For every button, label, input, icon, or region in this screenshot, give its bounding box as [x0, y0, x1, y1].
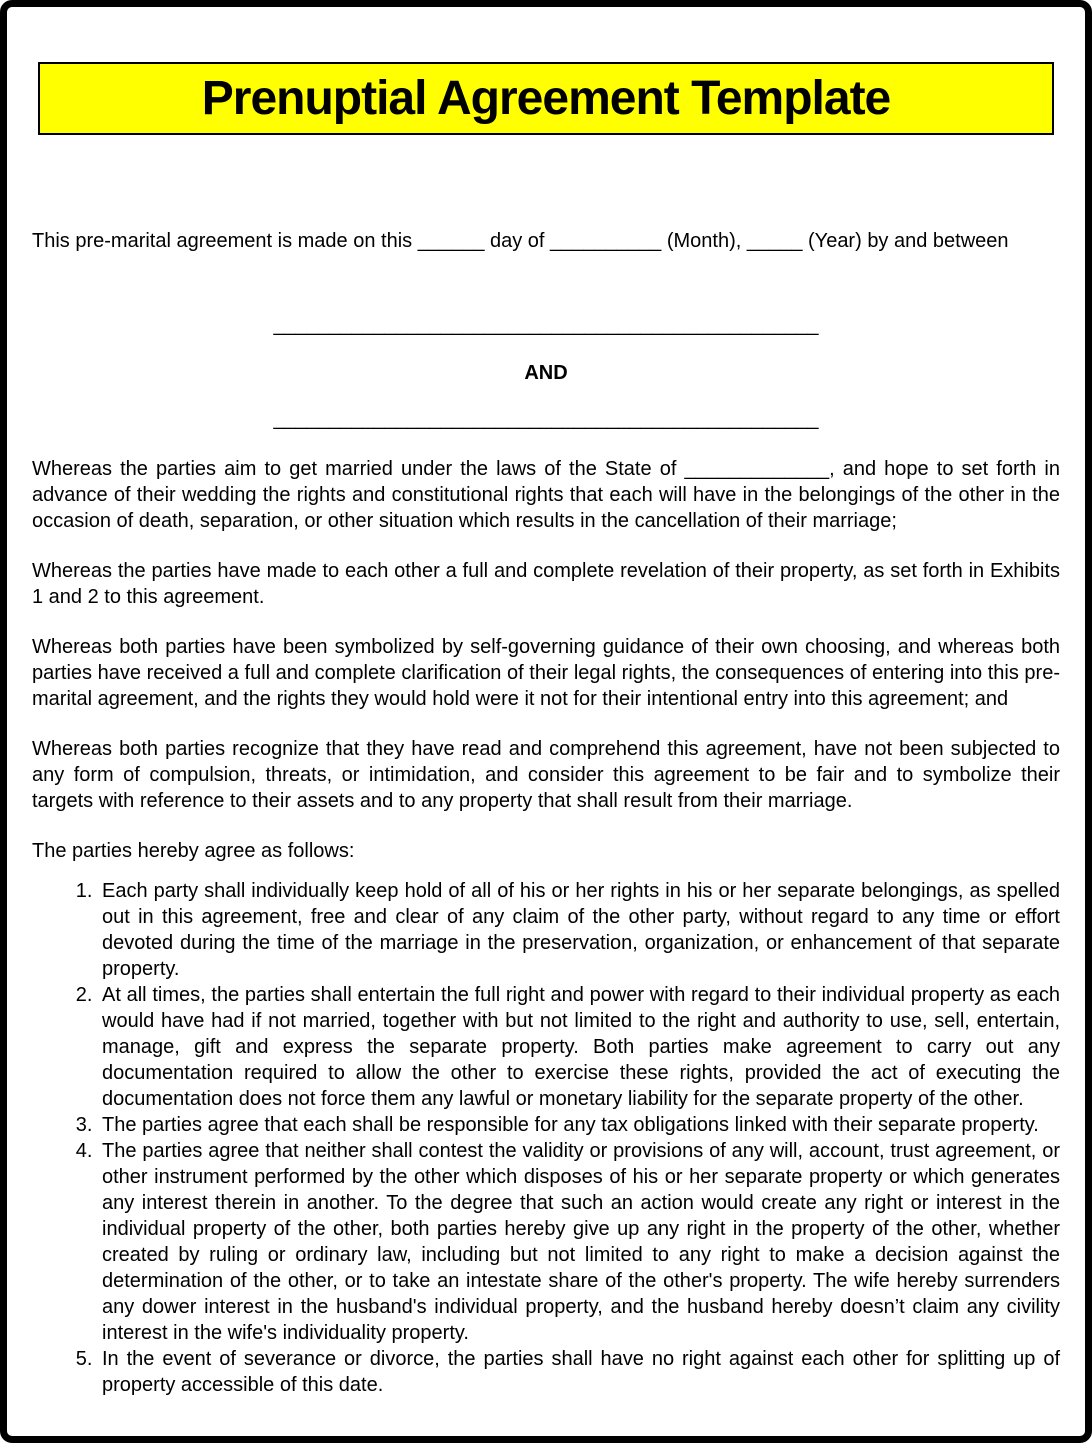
agree-intro-line: The parties hereby agree as follows:	[32, 840, 355, 862]
clause-item-2: 2. At all times, the parties shall entertain the full right and power with regard to their individual property as each would have had if not married, together with but not limited to the right and authority to use, sell, entertain, manage, gift and express the separate property. Both parties make agreement to carry out any documentation required to allow the other to exercise these rights, provided the act of executing the documentation does not force them any lawful or monetary liability for the separate property of the other.	[98, 982, 1060, 1112]
party2-blank-line: _________________________________________________	[273, 408, 819, 430]
and-separator: AND	[524, 362, 568, 384]
party1-blank-line: _________________________________________________	[273, 314, 819, 336]
page-title: Prenuptial Agreement Template	[201, 72, 891, 125]
whereas-paragraph-3: Whereas both parties have been symbolized by self-governing guidance of their own choosing, and whereas both parties have received a full and complete clarification of their legal rights, the consequences of entering into this pre-marital agreement, and the rights they would hold were it not for their intentional entry into this agreement; and	[32, 636, 1060, 710]
clause-item-4: 4. The parties agree that neither shall contest the validity or provisions of any will, account, trust agreement, or other instrument performed by the other which disposes of his or her separate property or which generates any interest therein in another. To the degree that such an action would create any right or interest in the individual property of the other, both parties hereby give up any right in the property of the other, whether created by ruling or ordinary law, including but not limited to any right to make a decision against the determination of the other, or to take an intestate share of the other's property. The wife hereby surrenders any dower interest in the husband's individual property, and the husband hereby doesn’t claim any civility interest in the wife's individuality property.	[98, 1138, 1060, 1346]
whereas-paragraph-4: Whereas both parties recognize that they have read and comprehend this agreement, have not been subjected to any form of compulsion, threats, or intimidation, and consider this agreement to be fair and to symbolize their targets with reference to their assets and to any property that shall result from their marriage.	[32, 738, 1060, 812]
intro-line: This pre-marital agreement is made on this ______ day of __________ (Month), _____ (Year) by and between	[32, 230, 1009, 252]
clause-item-1: 1. Each party shall individually keep hold of all of his or her rights in his or her separate belongings, as spelled out in this agreement, free and clear of any claim of the other party, without regard to any time or effort devoted during the time of the marriage in the preservation, organization, or enhancement of that separate property.	[98, 878, 1060, 982]
whereas-paragraph-1: Whereas the parties aim to get married under the laws of the State of _____________, and hope to set forth in advance of their wedding the rights and constitutional rights that each will have in the belongings of the other in the occasion of death, separation, or other situation which results in the cancellation of their marriage;	[32, 458, 1060, 532]
clause-item-5: 5. In the event of severance or divorce, the parties shall have no right against each other for splitting up of property accessible of this date.	[98, 1346, 1060, 1398]
document-body	[32, 228, 1060, 1398]
whereas-paragraph-2: Whereas the parties have made to each other a full and complete revelation of their property, as set forth in Exhibits 1 and 2 to this agreement.	[32, 560, 1060, 608]
clauses-list	[32, 878, 1060, 1398]
title-banner	[38, 62, 1054, 135]
clause-item-3: 3. The parties agree that each shall be responsible for any tax obligations linked with their separate property.	[98, 1112, 1060, 1138]
